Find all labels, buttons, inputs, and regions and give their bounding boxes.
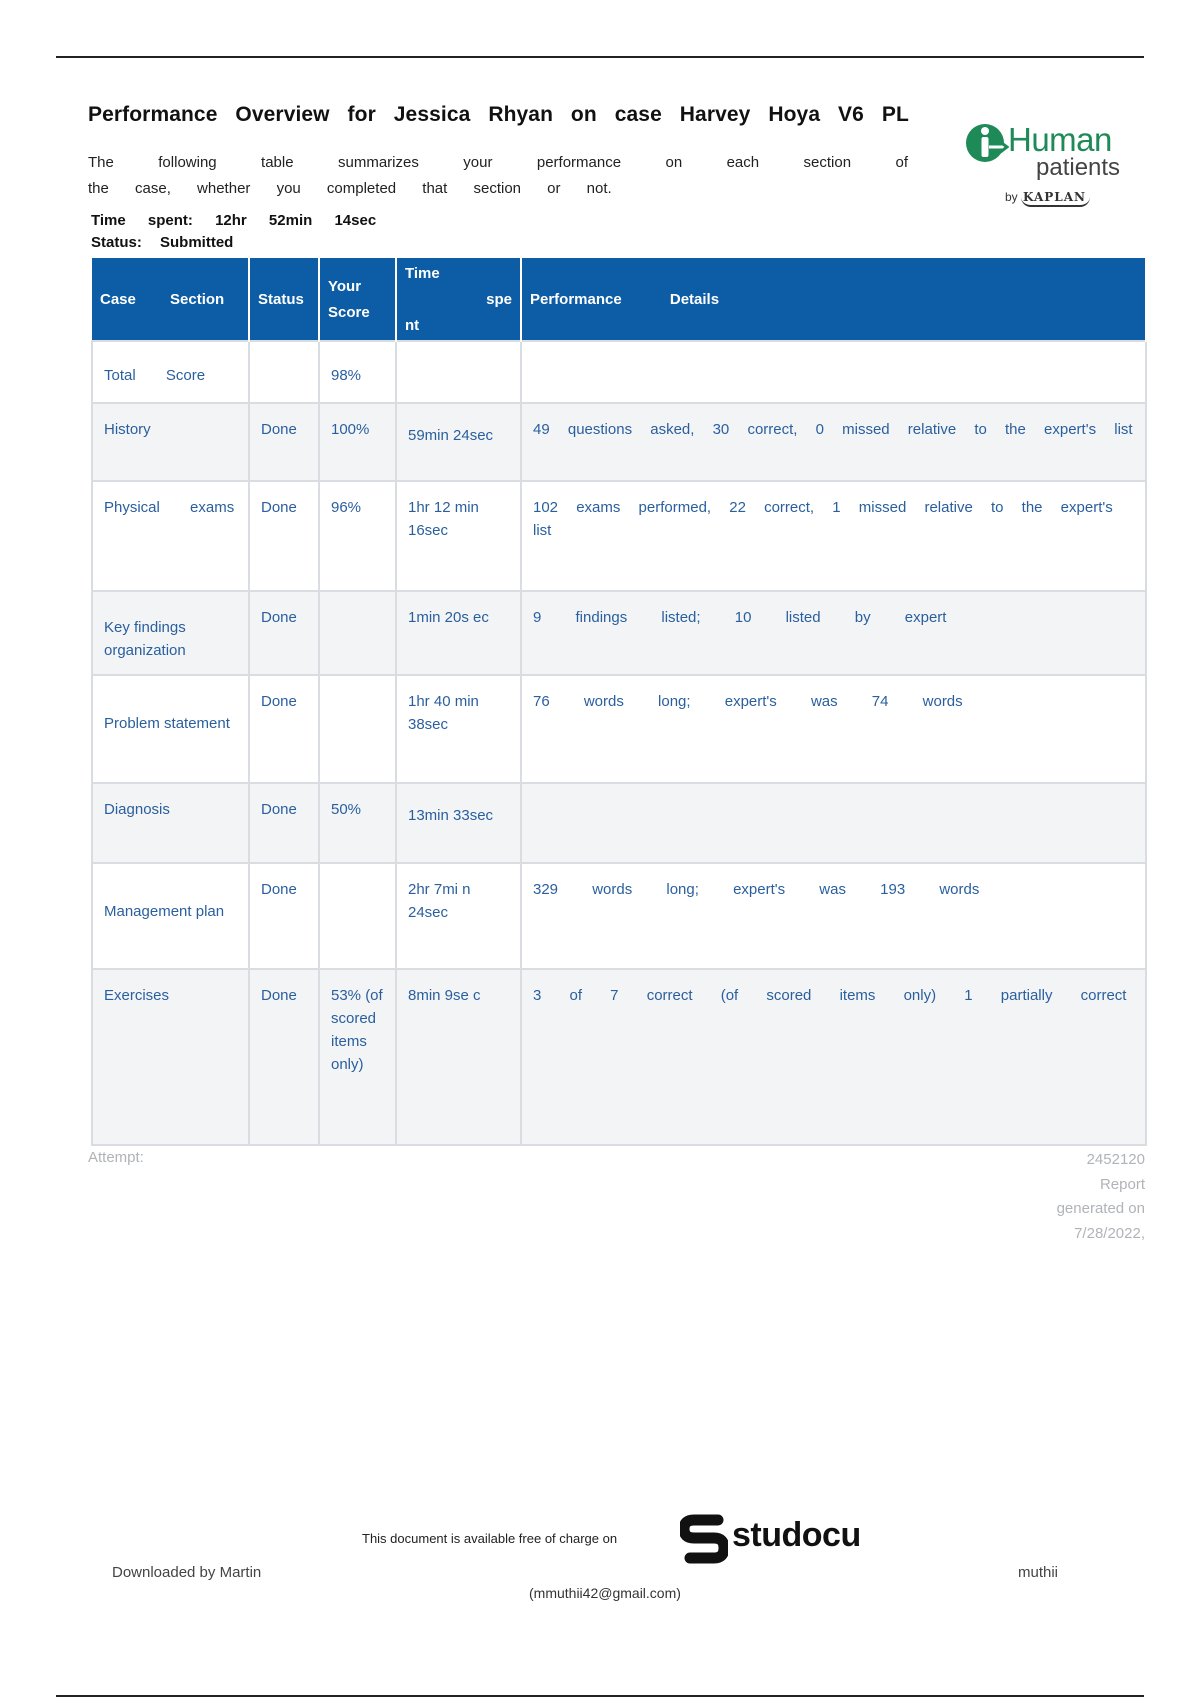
cell-score: 98%: [319, 341, 396, 403]
downloaded-by: Downloaded by Martin: [112, 1564, 262, 1581]
submission-status: Status: Submitted: [91, 234, 234, 251]
cell-time: 1hr 40 min 38sec: [396, 675, 521, 783]
cell-time: 8min 9se c: [396, 969, 521, 1145]
cell-time: 1min 20s ec: [396, 591, 521, 675]
cell-section: Physical exams: [92, 481, 249, 591]
intro-line-2: the case, whether you completed that section or not.: [88, 180, 612, 197]
table-row-history: [92, 403, 1146, 481]
cell-score: 96%: [319, 481, 396, 591]
header-performance-details: Performance Details: [521, 258, 1146, 341]
report-generated-note: 2452120 Report generated on 7/28/2022,: [1056, 1151, 1145, 1242]
cell-time: 13min 33sec: [396, 783, 521, 863]
cell-section: Total Score: [92, 341, 249, 403]
cell-status: Done: [249, 481, 319, 591]
page-title: Performance Overview for Jessica Rhyan on case Harvey Hoya V6 PL: [88, 103, 909, 126]
header-time-spent: [396, 258, 521, 341]
downloader-email: (mmuthii42@gmail.com): [529, 1585, 681, 1601]
cell-status: Done: [249, 403, 319, 481]
intro-line-1: The following table summarizes your performance on each section of: [88, 154, 908, 171]
attempt-label: Attempt:: [88, 1149, 144, 1166]
intro-text: [88, 150, 908, 202]
cell-details: 3 of 7 correct (of scored items only) 1 partially correct: [521, 969, 1146, 1145]
cell-status: Done: [249, 969, 319, 1145]
logo-patients-text: patients: [1036, 154, 1121, 181]
performance-table: [91, 258, 1147, 1146]
cell-score: [319, 591, 396, 675]
logo-by-text: by: [1005, 190, 1018, 204]
studocu-wordmark: studocu: [732, 1516, 861, 1554]
cell-section: Key findings organization: [92, 591, 249, 675]
top-rule: [56, 56, 1144, 58]
cell-time: 59min 24sec: [396, 403, 521, 481]
cell-status: Done: [249, 591, 319, 675]
cell-time: 2hr 7mi n 24sec: [396, 863, 521, 969]
header-time-line-1: Time: [405, 265, 440, 282]
cell-details: 329 words long; expert's was 193 words: [521, 863, 1146, 969]
time-spent: Time spent: 12hr 52min 14sec: [91, 212, 377, 229]
cell-score: 50%: [319, 783, 396, 863]
logo-human-text: Human: [1008, 121, 1112, 158]
header-time-line-3: nt: [405, 317, 420, 334]
cell-status: [249, 341, 319, 403]
studocu-availability-note: This document is available free of charge on: [362, 1531, 618, 1546]
bottom-rule: [56, 1695, 1144, 1697]
cell-score: [319, 863, 396, 969]
downloader-name: muthii: [1018, 1564, 1059, 1581]
cell-section: Management plan: [92, 863, 249, 969]
table-row-management-plan: [92, 863, 1146, 969]
cell-status: Done: [249, 675, 319, 783]
human-patients-logo: [963, 118, 1133, 218]
header-time-line-2: spe: [486, 291, 512, 308]
cell-section: Exercises: [92, 969, 249, 1145]
table-row-diagnosis: [92, 783, 1146, 863]
table-row-problem-statement: [92, 675, 1146, 783]
cell-details: [521, 783, 1146, 863]
cell-details: 9 findings listed; 10 listed by expert: [521, 591, 1146, 675]
header-status: Status: [249, 258, 319, 341]
table-row-exercises: [92, 969, 1146, 1145]
table-header-row: [92, 258, 1146, 341]
header-score-line-2: Score: [328, 304, 370, 321]
cell-details: 76 words long; expert's was 74 words: [521, 675, 1146, 783]
cell-time: [396, 341, 521, 403]
cell-score: 100%: [319, 403, 396, 481]
table-row-physical-exams: [92, 481, 1146, 591]
cell-details: 49 questions asked, 30 correct, 0 missed relative to the expert's list: [521, 403, 1146, 481]
cell-section: Diagnosis: [92, 783, 249, 863]
header-case-section: Case Section: [92, 258, 249, 341]
cell-score: [319, 675, 396, 783]
table-row-total-score: [92, 341, 1146, 403]
header-score-line-1: Your: [328, 278, 362, 295]
logo-kaplan-text: KAPLAN: [1021, 190, 1090, 207]
cell-time: 1hr 12 min 16sec: [396, 481, 521, 591]
cell-details: [521, 341, 1146, 403]
studocu-logo-icon: [680, 1514, 728, 1564]
table-row-key-findings: [92, 591, 1146, 675]
cell-status: Done: [249, 783, 319, 863]
cell-score: 53% (of scored items only): [319, 969, 396, 1145]
cell-details: 102 exams performed, 22 correct, 1 missed relative to the expert's list: [521, 481, 1146, 591]
header-your-score: [319, 258, 396, 341]
cell-section: Problem statement: [92, 675, 249, 783]
cell-section: History: [92, 403, 249, 481]
logo-by-kaplan: [1005, 190, 1090, 204]
cell-status: Done: [249, 863, 319, 969]
human-patients-logo-icon: [965, 121, 1009, 165]
